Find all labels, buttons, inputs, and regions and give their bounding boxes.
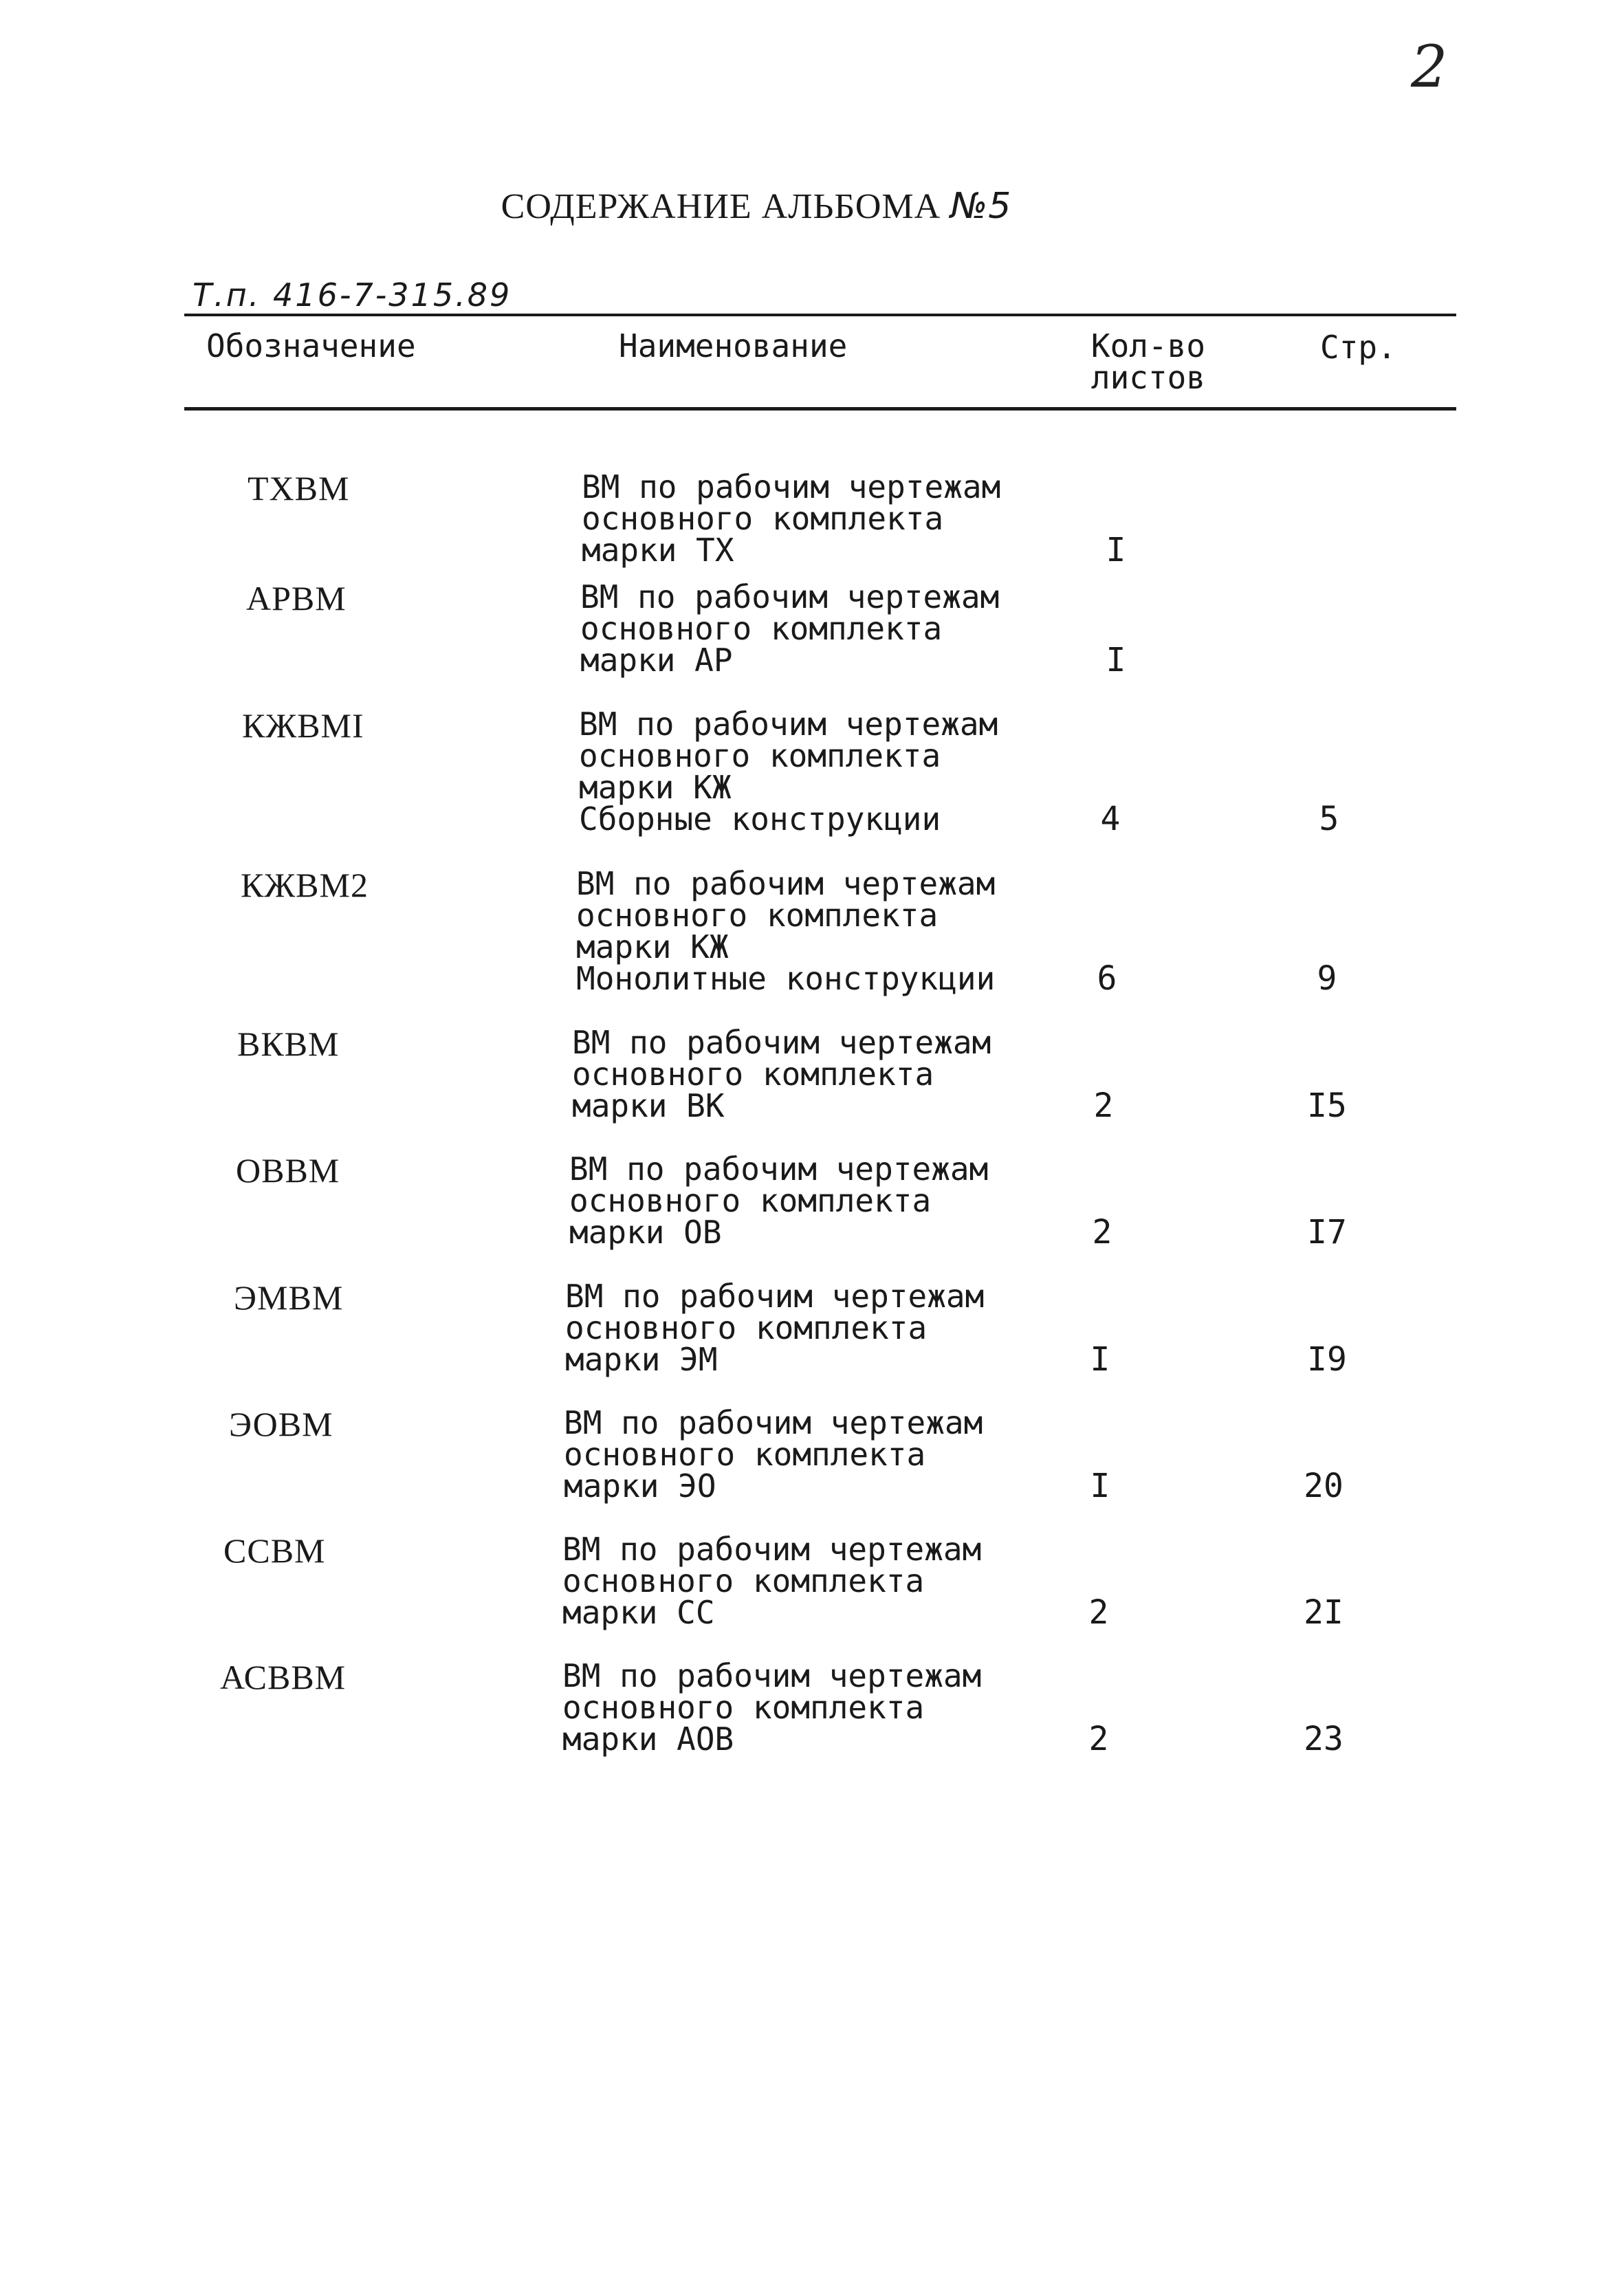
column-header-sheets-line2: листов xyxy=(1090,359,1206,396)
row-sheets-count: I xyxy=(1090,1467,1110,1505)
row-name-line: основного комплекта xyxy=(562,1689,925,1726)
album-number: №5 xyxy=(950,186,1012,227)
row-name-line: основного комплекта xyxy=(569,1182,932,1219)
document-code: Т.п. 416-7-315.89 xyxy=(193,276,512,314)
row-name xyxy=(565,1278,985,1378)
row-name-line: основного комплекта xyxy=(565,1309,928,1346)
row-name-line: ВМ по рабочим чертежам xyxy=(565,1278,985,1315)
row-name xyxy=(582,468,1001,569)
row-name-line: ВМ по рабочим чертежам xyxy=(576,865,996,902)
column-header-sheets xyxy=(1086,327,1210,396)
row-designation: ТХВМ xyxy=(248,469,350,507)
row-name-line: марки ЭО xyxy=(564,1467,716,1505)
column-header-designation: Обозначение xyxy=(206,327,416,364)
row-name-line: основного комплекта xyxy=(582,500,944,537)
row-name xyxy=(576,865,996,997)
row-name-line: основного комплекта xyxy=(572,1056,934,1093)
row-name-line: ВМ по рабочим чертежам xyxy=(572,1024,991,1061)
row-page: 9 xyxy=(1317,959,1337,998)
row-sheets-count: 2 xyxy=(1088,1720,1109,1758)
row-sheets-count: I xyxy=(1090,1340,1110,1379)
row-name-line: Монолитные конструкции xyxy=(576,960,996,997)
row-name-line: ВМ по рабочим чертежам xyxy=(579,706,998,743)
row-sheets-count: 2 xyxy=(1088,1593,1109,1632)
row-page: I7 xyxy=(1307,1213,1347,1251)
row-page: I9 xyxy=(1307,1340,1347,1379)
row-name-line: Сборные конструкции xyxy=(579,800,941,838)
row-name xyxy=(562,1657,982,1758)
row-designation: ССВМ xyxy=(223,1531,326,1570)
row-name-line: марки АОВ xyxy=(562,1720,734,1758)
row-designation: КЖВМ2 xyxy=(241,866,369,904)
column-header-page: Стр. xyxy=(1320,329,1396,366)
row-sheets-count: 2 xyxy=(1093,1086,1114,1125)
column-header-name: Наименование xyxy=(619,327,848,364)
row-sheets-count: 4 xyxy=(1100,800,1121,838)
row-name xyxy=(569,1150,989,1251)
row-name-line: основного комплекта xyxy=(564,1436,926,1473)
table-header-rule xyxy=(184,407,1456,411)
row-name-line: основного комплекта xyxy=(579,737,941,774)
row-page: 2I xyxy=(1304,1593,1343,1632)
row-name xyxy=(562,1531,982,1631)
row-sheets-count: 6 xyxy=(1097,959,1117,998)
row-designation: АРВМ xyxy=(246,579,347,617)
row-designation: АСВВМ xyxy=(220,1658,347,1696)
row-name-line: ВМ по рабочим чертежам xyxy=(562,1531,982,1568)
row-name-line: ВМ по рабочим чертежам xyxy=(580,578,1000,615)
row-name-line: основного комплекта xyxy=(576,897,939,934)
row-name-line: ВМ по рабочим чертежам xyxy=(569,1150,989,1188)
row-name-line: основного комплекта xyxy=(580,610,943,647)
row-name-line: ВМ по рабочим чертежам xyxy=(564,1404,983,1441)
row-name-line: марки ЭМ xyxy=(565,1341,718,1378)
row-name xyxy=(579,706,998,838)
row-name-line: марки ОВ xyxy=(569,1214,722,1251)
row-designation: ЭОВМ xyxy=(229,1405,333,1443)
row-name-line: основного комплекта xyxy=(562,1562,925,1599)
row-designation: ВКВМ xyxy=(237,1025,340,1063)
title-text: СОДЕРЖАНИЕ АЛЬБОМА xyxy=(501,187,941,226)
row-name-line: ВМ по рабочим чертежам xyxy=(562,1657,982,1694)
row-name-line: марки ВК xyxy=(572,1087,725,1124)
column-header-sheets-line1: Кол-во xyxy=(1090,327,1206,364)
row-name-line: марки СС xyxy=(562,1594,715,1631)
page-number: 2 xyxy=(1411,33,1448,100)
row-sheets-count: 2 xyxy=(1092,1213,1112,1251)
row-page: 23 xyxy=(1304,1720,1343,1758)
row-name xyxy=(580,578,1000,679)
row-page: 5 xyxy=(1319,800,1339,838)
row-sheets-count: I xyxy=(1106,641,1126,679)
row-page: I5 xyxy=(1307,1086,1347,1125)
table-top-rule xyxy=(184,314,1456,316)
row-designation: ЭМВМ xyxy=(234,1278,344,1317)
row-sheets-count: I xyxy=(1106,531,1126,569)
row-designation: КЖВМI xyxy=(242,706,364,745)
page-title xyxy=(0,186,1513,227)
row-name xyxy=(572,1024,991,1124)
row-name xyxy=(564,1404,983,1505)
row-designation: ОВВМ xyxy=(236,1151,340,1190)
row-name-line: марки ТХ xyxy=(582,532,734,569)
row-name-line: марки КЖ xyxy=(579,769,732,806)
row-name-line: ВМ по рабочим чертежам xyxy=(582,468,1001,505)
row-name-line: марки КЖ xyxy=(576,928,729,965)
row-page: 20 xyxy=(1304,1467,1343,1505)
row-name-line: марки АР xyxy=(580,642,733,679)
